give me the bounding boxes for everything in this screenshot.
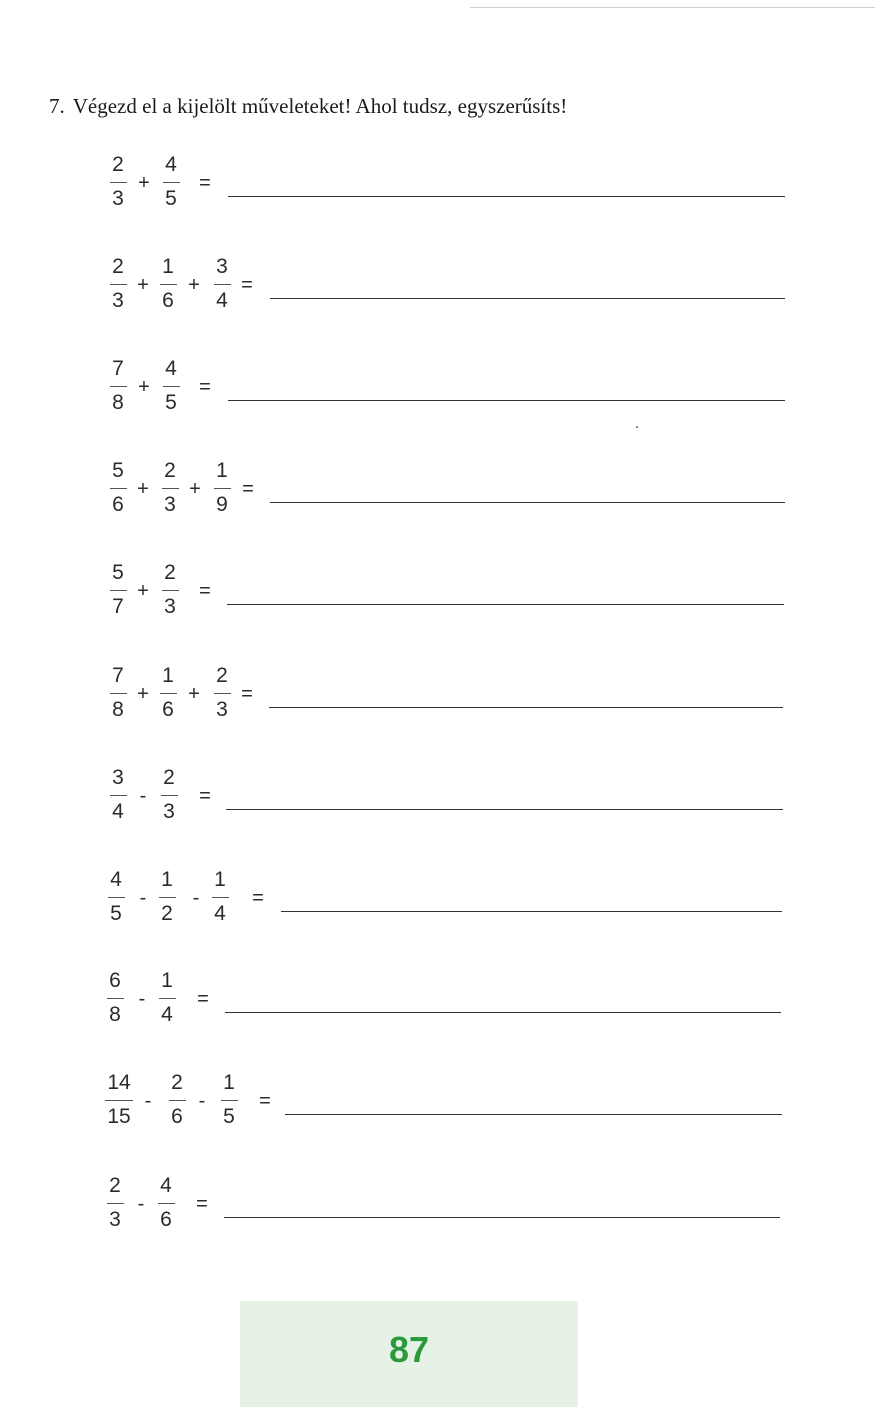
- numerator: 1: [162, 664, 174, 687]
- fraction: [154, 152, 188, 214]
- operator: +: [137, 274, 149, 296]
- fraction: [152, 765, 186, 827]
- exercise-row: [98, 1173, 688, 1235]
- fraction: [101, 560, 135, 622]
- fraction-bar: [159, 897, 176, 898]
- denominator: 3: [109, 1208, 121, 1231]
- fraction: [101, 356, 135, 418]
- denominator: 7: [112, 595, 124, 618]
- denominator: 4: [161, 1003, 173, 1026]
- fraction-bar: [110, 693, 127, 694]
- fraction-bar: [107, 998, 124, 999]
- equals-sign: =: [199, 580, 211, 602]
- fraction-bar: [221, 1100, 238, 1101]
- fraction: [205, 663, 239, 725]
- fraction: [205, 254, 239, 316]
- numerator: 6: [109, 969, 121, 992]
- numerator: 4: [160, 1174, 172, 1197]
- numerator: 5: [112, 459, 124, 482]
- numerator: 2: [163, 766, 175, 789]
- operator: -: [139, 887, 147, 909]
- fraction: [160, 1070, 194, 1132]
- operator: -: [137, 1193, 145, 1215]
- denominator: 3: [112, 289, 124, 312]
- fraction-bar: [163, 182, 180, 183]
- exercise-row: [101, 663, 691, 725]
- operator: -: [192, 887, 200, 909]
- numerator: 1: [161, 868, 173, 891]
- numerator: 3: [112, 766, 124, 789]
- numerator: 2: [171, 1071, 183, 1094]
- fraction-bar: [110, 590, 127, 591]
- answer-line: [270, 502, 785, 503]
- fraction: [205, 458, 239, 520]
- equals-sign: =: [196, 1193, 208, 1215]
- fraction: [153, 560, 187, 622]
- fraction: [98, 1173, 132, 1235]
- fraction: [101, 458, 135, 520]
- fraction: [154, 356, 188, 418]
- fraction: [98, 968, 132, 1030]
- stray-dot: [636, 426, 638, 428]
- fraction-bar: [169, 1100, 186, 1101]
- answer-line: [270, 298, 785, 299]
- numerator: 2: [112, 255, 124, 278]
- fraction-bar: [163, 386, 180, 387]
- answer-line: [285, 1114, 782, 1115]
- denominator: 8: [109, 1003, 121, 1026]
- denominator: 6: [162, 289, 174, 312]
- exercise-row: [98, 968, 688, 1030]
- operator: -: [144, 1090, 152, 1112]
- fraction: [101, 765, 135, 827]
- numerator: 1: [214, 868, 226, 891]
- operator: +: [137, 683, 149, 705]
- answer-line: [228, 196, 785, 197]
- fraction-bar: [110, 284, 127, 285]
- numerator: 1: [223, 1071, 235, 1094]
- exercise-row: [101, 254, 691, 316]
- denominator: 6: [112, 493, 124, 516]
- fraction: [101, 663, 135, 725]
- answer-line: [228, 400, 785, 401]
- denominator: 3: [163, 800, 175, 823]
- fraction-bar: [159, 998, 176, 999]
- denominator: 8: [112, 698, 124, 721]
- equals-sign: =: [259, 1090, 271, 1112]
- exercise-row: [101, 765, 691, 827]
- fraction-bar: [161, 795, 178, 796]
- denominator: 15: [107, 1105, 131, 1128]
- numerator: 2: [216, 664, 228, 687]
- equals-sign: =: [199, 172, 211, 194]
- fraction: [151, 663, 185, 725]
- fraction-bar: [212, 897, 229, 898]
- denominator: 4: [216, 289, 228, 312]
- fraction: [99, 867, 133, 929]
- numerator: 7: [112, 357, 124, 380]
- denominator: 4: [214, 902, 226, 925]
- fraction-bar: [214, 693, 231, 694]
- answer-line: [281, 911, 782, 912]
- operator: +: [137, 580, 149, 602]
- exercise-row: [101, 458, 691, 520]
- fraction: [151, 254, 185, 316]
- fraction: [203, 867, 237, 929]
- fraction-bar: [160, 284, 177, 285]
- equals-sign: =: [199, 785, 211, 807]
- denominator: 9: [216, 493, 228, 516]
- numerator: 1: [162, 255, 174, 278]
- fraction: [101, 152, 135, 214]
- operator: +: [188, 683, 200, 705]
- fraction-bar: [214, 488, 231, 489]
- exercise-instruction: Végezd el a kijelölt műveleteket! Ahol tudsz, egyszerűsíts!: [72, 94, 568, 118]
- numerator: 2: [109, 1174, 121, 1197]
- denominator: 4: [112, 800, 124, 823]
- operator: -: [198, 1090, 206, 1112]
- denominator: 6: [162, 698, 174, 721]
- answer-line: [224, 1217, 780, 1218]
- fraction-bar: [162, 488, 179, 489]
- answer-line: [225, 1012, 781, 1013]
- equals-sign: =: [242, 478, 254, 500]
- numerator: 2: [112, 153, 124, 176]
- denominator: 5: [165, 391, 177, 414]
- exercise-row: [99, 1070, 689, 1132]
- numerator: 3: [216, 255, 228, 278]
- answer-line: [269, 707, 783, 708]
- numerator: 4: [165, 153, 177, 176]
- denominator: 5: [165, 187, 177, 210]
- top-rule: [470, 7, 875, 8]
- denominator: 6: [160, 1208, 172, 1231]
- exercise-number: 7.: [49, 94, 65, 118]
- fraction-bar: [214, 284, 231, 285]
- fraction-bar: [162, 590, 179, 591]
- operator: +: [188, 274, 200, 296]
- denominator: 3: [112, 187, 124, 210]
- equals-sign: =: [241, 683, 253, 705]
- equals-sign: =: [241, 274, 253, 296]
- equals-sign: =: [199, 376, 211, 398]
- answer-line: [226, 809, 783, 810]
- page-number-box: [240, 1301, 578, 1407]
- answer-line: [227, 604, 784, 605]
- fraction-bar: [110, 386, 127, 387]
- exercise-row: [101, 152, 691, 214]
- equals-sign: =: [252, 887, 264, 909]
- numerator: 5: [112, 561, 124, 584]
- operator: +: [138, 172, 150, 194]
- denominator: 5: [110, 902, 122, 925]
- exercise-row: [101, 560, 691, 622]
- fraction-bar: [158, 1203, 175, 1204]
- fraction-bar: [105, 1100, 133, 1101]
- numerator: 7: [112, 664, 124, 687]
- fraction: [99, 1070, 139, 1132]
- fraction-bar: [160, 693, 177, 694]
- fraction-bar: [110, 182, 127, 183]
- operator: +: [137, 478, 149, 500]
- exercise-row: [101, 356, 691, 418]
- denominator: 3: [164, 493, 176, 516]
- fraction: [101, 254, 135, 316]
- fraction-bar: [108, 897, 125, 898]
- fraction: [149, 1173, 183, 1235]
- fraction-bar: [107, 1203, 124, 1204]
- operator: +: [189, 478, 201, 500]
- operator: -: [138, 988, 146, 1010]
- denominator: 3: [216, 698, 228, 721]
- fraction: [150, 867, 184, 929]
- operator: -: [139, 785, 147, 807]
- denominator: 5: [223, 1105, 235, 1128]
- fraction-bar: [110, 795, 127, 796]
- exercise-row: [99, 867, 689, 929]
- denominator: 3: [164, 595, 176, 618]
- numerator: 1: [161, 969, 173, 992]
- exercise-heading: [49, 94, 567, 119]
- fraction-bar: [110, 488, 127, 489]
- operator: +: [138, 376, 150, 398]
- fraction: [150, 968, 184, 1030]
- fraction: [212, 1070, 246, 1132]
- fraction: [153, 458, 187, 520]
- numerator: 1: [216, 459, 228, 482]
- numerator: 4: [110, 868, 122, 891]
- denominator: 6: [171, 1105, 183, 1128]
- numerator: 4: [165, 357, 177, 380]
- denominator: 8: [112, 391, 124, 414]
- equals-sign: =: [197, 988, 209, 1010]
- numerator: 2: [164, 561, 176, 584]
- numerator: 2: [164, 459, 176, 482]
- numerator: 14: [107, 1071, 131, 1094]
- page-number: 87: [388, 1329, 430, 1370]
- denominator: 2: [161, 902, 173, 925]
